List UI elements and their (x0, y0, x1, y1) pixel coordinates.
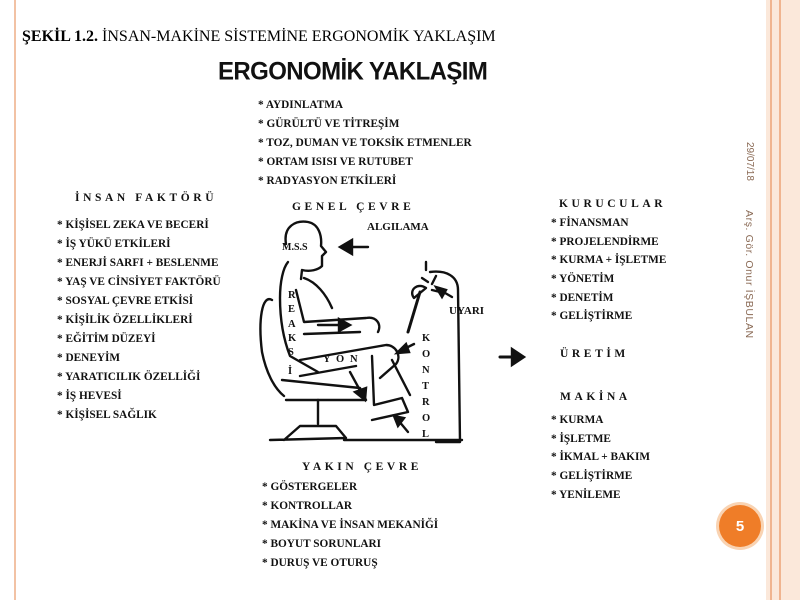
general-environment-title: GENEL ÇEVRE (292, 201, 415, 213)
mss-label: M.S.S (282, 242, 308, 253)
production-arrow-head (512, 349, 524, 365)
list-item: * KİŞİSEL ZEKA VE BECERİ (57, 216, 221, 235)
list-item: * İKMAL + BAKIM (551, 448, 650, 467)
list-item: * YARATICILIK ÖZELLİĞİ (57, 368, 221, 387)
operator-torso (280, 262, 318, 372)
control-letter: T (422, 381, 430, 392)
list-item: * PROJELENDİRME (551, 233, 666, 252)
figure-number: ŞEKİL 1.2. (22, 28, 99, 45)
list-item: * BOYUT SORUNLARI (262, 535, 438, 554)
list-item: * KURMA (551, 411, 650, 430)
page-number-badge: 5 (719, 505, 761, 547)
list-item: * İŞ YÜKÜ ETKİLERİ (57, 235, 221, 254)
list-item: * GÜRÜLTÜ VE TİTREŞİM (258, 115, 472, 134)
control-letter: R (422, 397, 430, 408)
control-letter: O (422, 349, 431, 360)
chair-seat (282, 380, 366, 400)
control-letter: K (422, 333, 431, 344)
reaction-letter: O (336, 354, 345, 365)
founders-title: KURUCULAR (559, 198, 667, 210)
list-item: * MAKİNA VE İNSAN MEKANİĞİ (262, 516, 438, 535)
list-item: * DENETİM (551, 289, 666, 308)
founders-list (551, 214, 666, 326)
list-item: * İŞ HEVESİ (57, 387, 221, 406)
list-item: * FİNANSMAN (551, 214, 666, 233)
list-item: * AYDINLATMA (258, 96, 472, 115)
operator-leg (372, 356, 408, 420)
reaction-letter: R (288, 290, 296, 301)
reaction-letter: K (288, 333, 297, 344)
machine-title: MAKİNA (560, 391, 631, 403)
list-item: * SOSYAL ÇEVRE ETKİSİ (57, 292, 221, 311)
reaction-letter: E (288, 304, 296, 315)
slide-author-text: Arş. Gör. Onur İŞBULAN (743, 210, 755, 339)
near-environment-list (262, 478, 438, 573)
operator-forearm (304, 332, 360, 334)
reaction-letter: N (350, 354, 358, 365)
list-item: * TOZ, DUMAN VE TOKSİK ETMENLER (258, 134, 472, 153)
diagram-heading: ERGONOMİK YAKLAŞIM (218, 57, 488, 86)
warning-label: UYARI (449, 305, 485, 317)
reaction-leg-arrow-head (355, 388, 366, 400)
list-item: * İŞLETME (551, 430, 650, 449)
operator-chest (304, 278, 332, 308)
reaction-letter: İ (288, 366, 293, 377)
list-item: * ORTAM ISISI VE RUTUBET (258, 153, 472, 172)
operator-shin (392, 360, 410, 395)
list-item: * YENİLEME (551, 486, 650, 505)
list-item: * GELİŞTİRME (551, 307, 666, 326)
list-item: * YAŞ VE CİNSİYET FAKTÖRÜ (57, 273, 221, 292)
list-item: * GÖSTERGELER (262, 478, 438, 497)
control-arrow-head (397, 344, 409, 353)
perception-arrow-head (340, 240, 352, 254)
slide-date-text: 29/07/18 (744, 142, 755, 181)
reaction-letter: Y (323, 354, 331, 365)
list-item: * GELİŞTİRME (551, 467, 650, 486)
list-item: * RADYASYON ETKİLERİ (258, 172, 472, 191)
human-factor-title: İNSAN FAKTÖRÜ (75, 192, 218, 204)
list-item: * YÖNETİM (551, 270, 666, 289)
reaction-arrow-head (339, 319, 350, 331)
control-panel (430, 272, 460, 442)
control-letter: O (422, 413, 431, 424)
list-item: * KONTROLLAR (262, 497, 438, 516)
list-item: * DURUŞ VE OTURUŞ (262, 554, 438, 573)
production-title: ÜRETİM (560, 348, 629, 360)
machine-list (551, 411, 650, 504)
list-item: * KİŞİSEL SAĞLIK (57, 406, 221, 425)
reaction-letter: S (288, 347, 294, 358)
list-item: * KURMA + İŞLETME (551, 251, 666, 270)
chair-base (270, 426, 346, 440)
operator-head (286, 222, 326, 279)
control-letter: L (422, 429, 430, 440)
list-item: * DENEYİM (57, 349, 221, 368)
control-letter: N (422, 365, 430, 376)
reaction-letter: A (288, 319, 296, 330)
figure-caption: İNSAN-MAKİNE SİSTEMİNE ERGONOMİK YAKLAŞIM (102, 28, 496, 45)
near-environment-title: YAKIN ÇEVRE (302, 461, 423, 473)
list-item: * KİŞİLİK ÖZELLİKLERİ (57, 311, 221, 330)
perception-label: ALGILAMA (367, 221, 429, 233)
list-item: * ENERJİ SARFI + BESLENME (57, 254, 221, 273)
list-item: * EĞİTİM DÜZEYİ (57, 330, 221, 349)
